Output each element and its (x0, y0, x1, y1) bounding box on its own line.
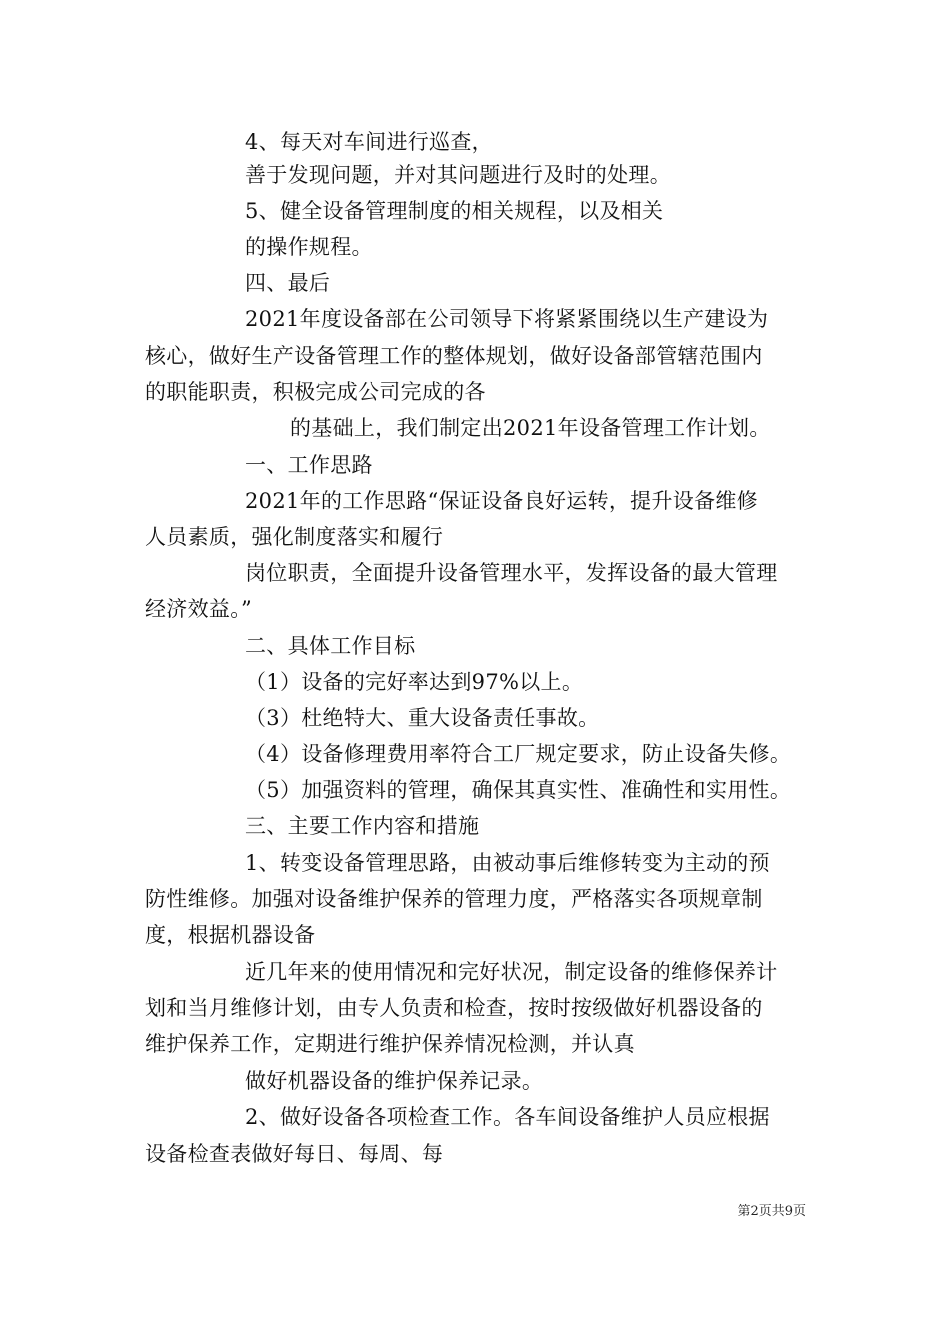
text-line: 1、转变设备管理思路，由被动事后维修转变为主动的预 (245, 851, 770, 875)
section-heading: 四、最后 (245, 271, 331, 295)
text-line: 的职能职责，积极完成公司完成的各 (145, 380, 486, 404)
text-line: 的操作规程。 (245, 235, 373, 259)
text-line: 善于发现问题，并对其问题进行及时的处理。 (245, 163, 671, 187)
list-item: （3）杜绝特大、重大设备责任事故。 (245, 706, 600, 730)
text-line: 度，根据机器设备 (145, 923, 316, 947)
page-number: 第2页共9页 (737, 1204, 806, 1219)
text-line: 防性维修。加强对设备维护保养的管理力度，严格落实各项规章制 (145, 887, 763, 911)
text-line: 维护保养工作，定期进行维护保养情况检测，并认真 (145, 1032, 635, 1056)
text-line: 5、健全设备管理制度的相关规程，以及相关 (245, 199, 664, 223)
text-line: 2021年度设备部在公司领导下将紧紧围绕以生产建设为 (245, 307, 769, 331)
section-heading: 三、主要工作内容和措施 (245, 814, 480, 838)
text-line: 2021年的工作思路“保证设备良好运转，提升设备维修 (245, 489, 758, 513)
text-line: 核心，做好生产设备管理工作的整体规划，做好设备部管辖范围内 (145, 344, 763, 368)
text-line: 设备检查表做好每日、每周、每 (145, 1142, 444, 1166)
text-line: 岗位职责，全面提升设备管理水平，发挥设备的最大管理 (245, 561, 778, 585)
text-line: 划和当月维修计划，由专人负责和检查，按时按级做好机器设备的 (145, 996, 763, 1020)
list-item: （1）设备的完好率达到97%以上。 (245, 670, 584, 694)
text-line: 人员素质，强化制度落实和履行 (145, 525, 444, 549)
text-line: 经济效益。” (145, 597, 253, 621)
text-line: 4、每天对车间进行巡查， (245, 130, 493, 154)
list-item: （5）加强资料的管理，确保其真实性、准确性和实用性。 (245, 778, 792, 802)
section-heading: 二、具体工作目标 (245, 634, 416, 658)
text-line: 做好机器设备的维护保养记录。 (245, 1069, 544, 1093)
section-heading: 一、工作思路 (245, 453, 373, 477)
text-line: 2、做好设备各项检查工作。各车间设备维护人员应根据 (245, 1105, 770, 1129)
text-line: 近几年来的使用情况和完好状况，制定设备的维修保养计 (245, 960, 778, 984)
list-item: （4）设备修理费用率符合工厂规定要求，防止设备失修。 (245, 742, 792, 766)
text-line: 的基础上，我们制定出2021年设备管理工作计划。 (290, 416, 771, 440)
